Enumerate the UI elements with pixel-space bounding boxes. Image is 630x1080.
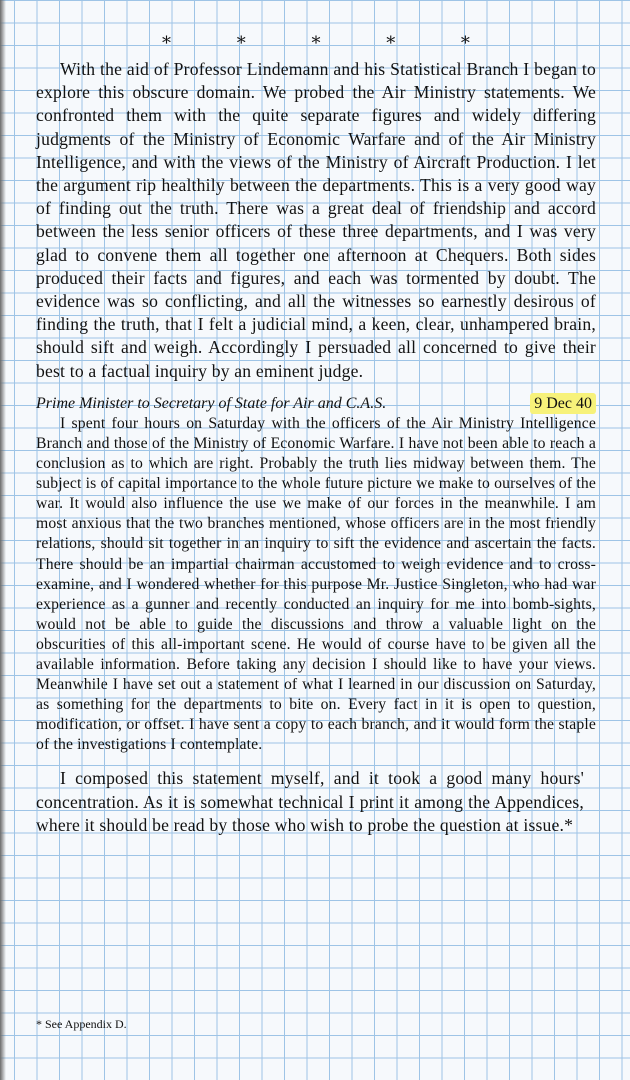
memo-date-highlighted: 9 Dec 40 <box>530 393 596 414</box>
footnote-text: See Appendix D. <box>45 1017 127 1031</box>
footnote-mark: * <box>36 1017 42 1031</box>
memo-heading <box>36 393 596 414</box>
scan-edge-shadow <box>0 0 6 1080</box>
intro-paragraph: With the aid of Professor Lindemann and his Statistical Branch I began to explore this obscure domain. We probed the Air Ministry statements. We confronted them with the quite separate figures and widely differing judgments of the Ministry of Economic Warfare and of the Air Ministry Intelligence, and with the views of the Ministry of Aircraft Production. I let the argument rip healthily between the departments. This is a very good way of finding out the truth. There was a great deal of friendship and accord between the less senior officers of these three departments, and I was very glad to convene them all together one afternoon at Chequers. Both sides produced their facts and figures, and each was tormented by doubt. The evidence was so conflicting, and all the witnesses so earnestly desirous of finding the truth, that I felt a judicial mind, a keen, clear, unhampered brain, should sift and weigh. Accordingly I persuaded all concerned to give their best to a factual inquiry by an eminent judge. <box>36 59 596 381</box>
footnote <box>36 1016 127 1032</box>
memo-body: I spent four hours on Saturday with the officers of the Air Ministry Intelligence Branch and those of the Ministry of Economic Warfare. I have not been able to reach a conclusion as to which are right. Probably the truth lies midway between them. The subject is of capital importance to the whole future picture we make to ourselves of the war. It would also influence the use we make of our forces in the meanwhile. I am most anxious that the two branches mentioned, whose officers are in the most friendly relations, should sit together in an inquiry to sift the evidence and ascertain the facts. There should be an impartial chairman accustomed to weigh evidence and to cross-examine, and I wondered whether for this purpose Mr. Justice Singleton, who had war experience as a gunner and recently conducted an inquiry for me into bomb-sights, would not be able to guide the discussions and throw a valuable light on the obscurities of this all-important scene. He would of course have to be given all the available information. Before taking any decision I should like to have your views. Meanwhile I have set out a statement of what I learned in our discussion on Saturday, as something for the departments to bite on. Every fact in it is open to question, modification, or offset. I have sent a copy to each branch, and it would form the staple of the investigations I contemplate. <box>36 414 596 754</box>
memo-title: Prime Minister to Secretary of State for Air and C.A.S. <box>36 394 387 412</box>
section-break: * * * * * <box>162 33 500 54</box>
closing-paragraph: I composed this statement myself, and it took a good many hours' concentration. As it is somewhat technical I print it among the Appendices, where it should be read by those who wish to probe the question at issue.* <box>36 768 584 835</box>
book-page <box>36 34 596 837</box>
